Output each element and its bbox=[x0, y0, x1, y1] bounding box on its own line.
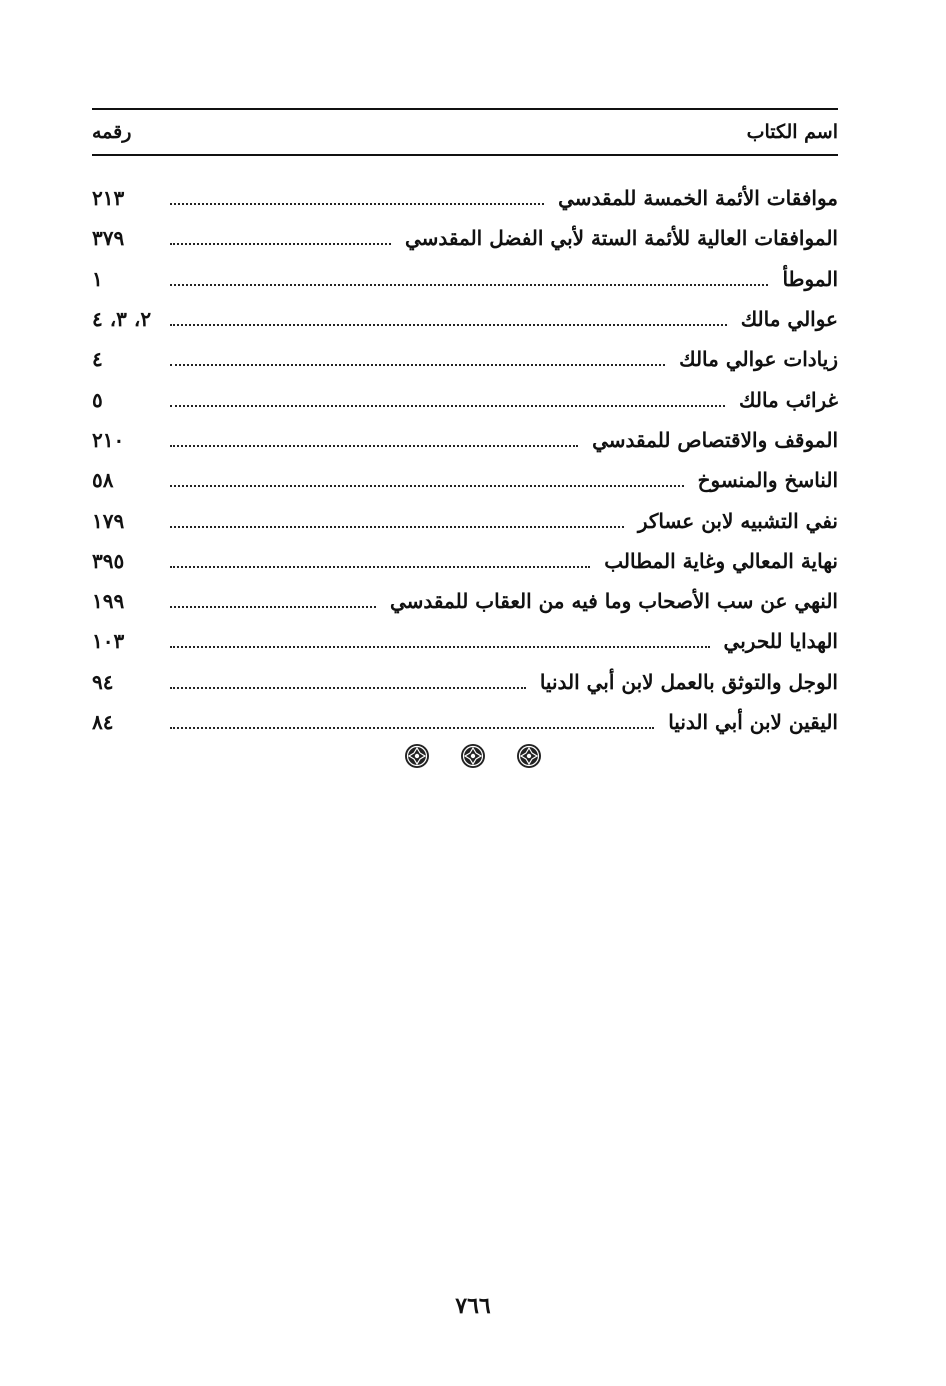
entry-number: ٣٧٩ bbox=[92, 226, 125, 251]
dot-leader bbox=[170, 364, 665, 366]
dot-leader bbox=[170, 606, 376, 608]
entry-number: ٢١٠ bbox=[92, 427, 125, 452]
index-entry bbox=[92, 379, 838, 419]
entry-title: عوالي مالك bbox=[740, 307, 838, 332]
entry-title: الهدايا للحربي bbox=[723, 629, 838, 654]
table-header bbox=[92, 110, 838, 154]
dot-leader bbox=[170, 324, 727, 326]
entry-title: الموقف والاقتصاص للمقدسي bbox=[592, 427, 838, 452]
dot-leader bbox=[170, 526, 624, 528]
number-column-header: رقمه bbox=[92, 121, 132, 143]
entry-title: نهاية المعالي وغاية المطالب bbox=[604, 548, 838, 573]
floral-ornament-icon bbox=[404, 743, 430, 769]
index-entry bbox=[92, 299, 838, 339]
dot-leader bbox=[170, 445, 578, 447]
ornament-row bbox=[0, 743, 946, 769]
index-entry bbox=[92, 460, 838, 500]
entry-title: الموافقات العالية للأئمة الستة لأبي الفضل المقدسي bbox=[404, 226, 838, 251]
entry-title: النهي عن سب الأصحاب وما فيه من العقاب للمقدسي bbox=[390, 589, 838, 614]
header-rule bbox=[92, 154, 838, 156]
floral-ornament-icon bbox=[516, 743, 542, 769]
dot-leader bbox=[170, 405, 725, 407]
index-entry bbox=[92, 420, 838, 460]
dot-leader bbox=[170, 646, 710, 648]
entry-title: اليقين لابن أبي الدنيا bbox=[668, 710, 838, 734]
index-entry bbox=[92, 259, 838, 299]
entries-list bbox=[92, 178, 838, 742]
book-title-column-header: اسم الكتاب bbox=[746, 121, 838, 143]
entry-number: ٢١٣ bbox=[92, 186, 125, 211]
index-entry bbox=[92, 541, 838, 581]
entry-number: ٥٨ bbox=[92, 468, 114, 493]
index-entry bbox=[92, 621, 838, 661]
entry-number: ٤ bbox=[92, 347, 103, 372]
entry-number: ١٠٣ bbox=[92, 629, 125, 654]
dot-leader bbox=[170, 687, 526, 689]
entry-number: ١ bbox=[92, 266, 103, 291]
entry-number: ٢، ٣، ٤ bbox=[92, 307, 152, 332]
index-entry bbox=[92, 178, 838, 218]
entry-title: الناسخ والمنسوخ bbox=[697, 468, 838, 493]
entry-title: الوجل والتوثق بالعمل لابن أبي الدنيا bbox=[539, 669, 838, 694]
entry-number: ٩٤ bbox=[92, 669, 114, 694]
index-entry bbox=[92, 702, 838, 742]
dot-leader bbox=[170, 243, 391, 245]
dot-leader bbox=[170, 203, 544, 205]
entry-number: ٣٩٥ bbox=[92, 548, 125, 573]
dot-leader bbox=[170, 727, 654, 729]
floral-ornament-icon bbox=[460, 743, 486, 769]
dot-leader bbox=[170, 566, 590, 568]
entry-number: ٥ bbox=[92, 387, 103, 412]
page-number: ٧٦٦ bbox=[455, 1293, 491, 1319]
entry-title: زيادات عوالي مالك bbox=[679, 347, 838, 372]
dot-leader bbox=[170, 284, 768, 286]
entry-number: ٨٤ bbox=[92, 710, 114, 734]
entry-number: ١٩٩ bbox=[92, 589, 125, 614]
entry-title: نفي التشبيه لابن عساكر bbox=[637, 508, 838, 533]
dot-leader bbox=[170, 485, 684, 487]
entry-title: غرائب مالك bbox=[739, 387, 838, 412]
entry-title: الموطأ bbox=[782, 266, 838, 291]
entry-number: ١٧٩ bbox=[92, 508, 125, 533]
entry-title: موافقات الأئمة الخمسة للمقدسي bbox=[558, 186, 838, 211]
index-entry bbox=[92, 500, 838, 540]
index-entry bbox=[92, 662, 838, 702]
index-page bbox=[92, 108, 838, 742]
index-entry bbox=[92, 218, 838, 258]
index-entry bbox=[92, 581, 838, 621]
index-entry bbox=[92, 339, 838, 379]
